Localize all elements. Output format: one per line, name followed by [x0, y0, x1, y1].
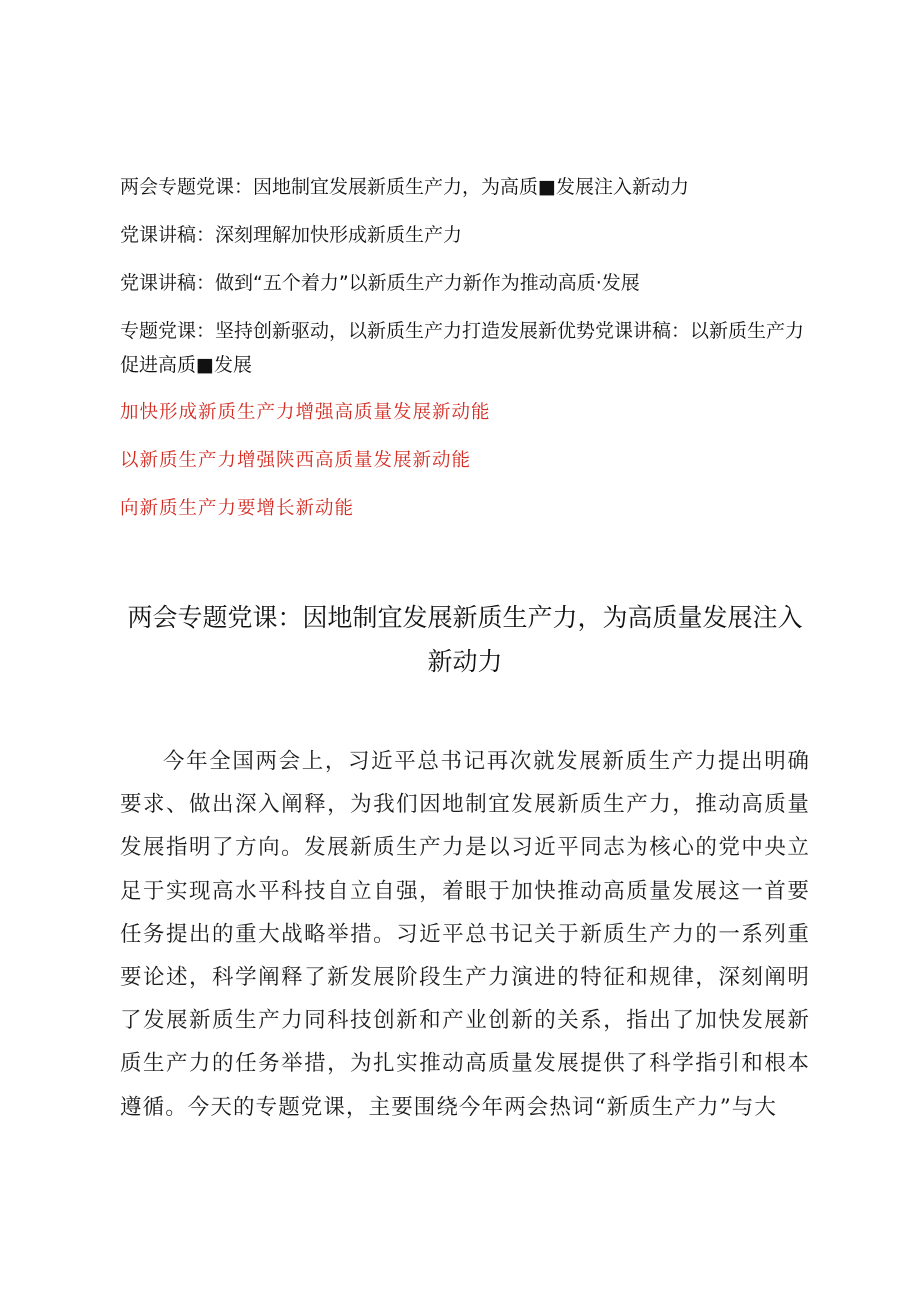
article-paragraph: 今年全国两会上，习近平总书记再次就发展新质生产力提出明确要求、做出深入阐释，为我们因地制宜发展新质生产力，推动高质量发展指明了方向。发展新质生产力是以习近平同志为核心的党中央立足于实现高水平科技自立自强，着眼于加快推动高质量发展这一首要任务提出的重大战略举措。习近平总书记关于新质生产力的一系列重要论述，科学阐释了新发展阶段生产力演进的特征和规律，深刻阐明了发展新质生产力同科技创新和产业创新的关系，指出了加快发展新质生产力的任务举措，为扎实推动高质量发展提供了科学指引和根本遵循。今天的专题党课，主要围绕今年两会热词“新质生产力”与大: [120, 749, 810, 1120]
article-title: 两会专题党课：因地制宜发展新质生产力，为高质量发展注入新动力: [127, 603, 803, 676]
toc-item-red: 加快形成新质生产力增强高质量发展新动能: [120, 402, 491, 423]
toc-item: 专题党课：坚持创新驱动，以新质生产力打造发展新优势党课讲稿：以新质生产力促进高质■发展: [120, 320, 805, 376]
toc-item: 党课讲稿：深刻理解加快形成新质生产力: [120, 224, 463, 246]
toc-item: 两会专题党课：因地制宜发展新质生产力，为高质■发展注入新动力: [120, 176, 689, 198]
toc-item-red: 向新质生产力要增长新动能: [120, 498, 355, 519]
toc-item: 党课讲稿：做到“五个着力”以新质生产力新作为推动高质·发展: [120, 272, 640, 294]
toc-item-red: 以新质生产力增强陕西高质量发展新动能: [120, 450, 472, 471]
table-of-contents: [120, 170, 820, 540]
